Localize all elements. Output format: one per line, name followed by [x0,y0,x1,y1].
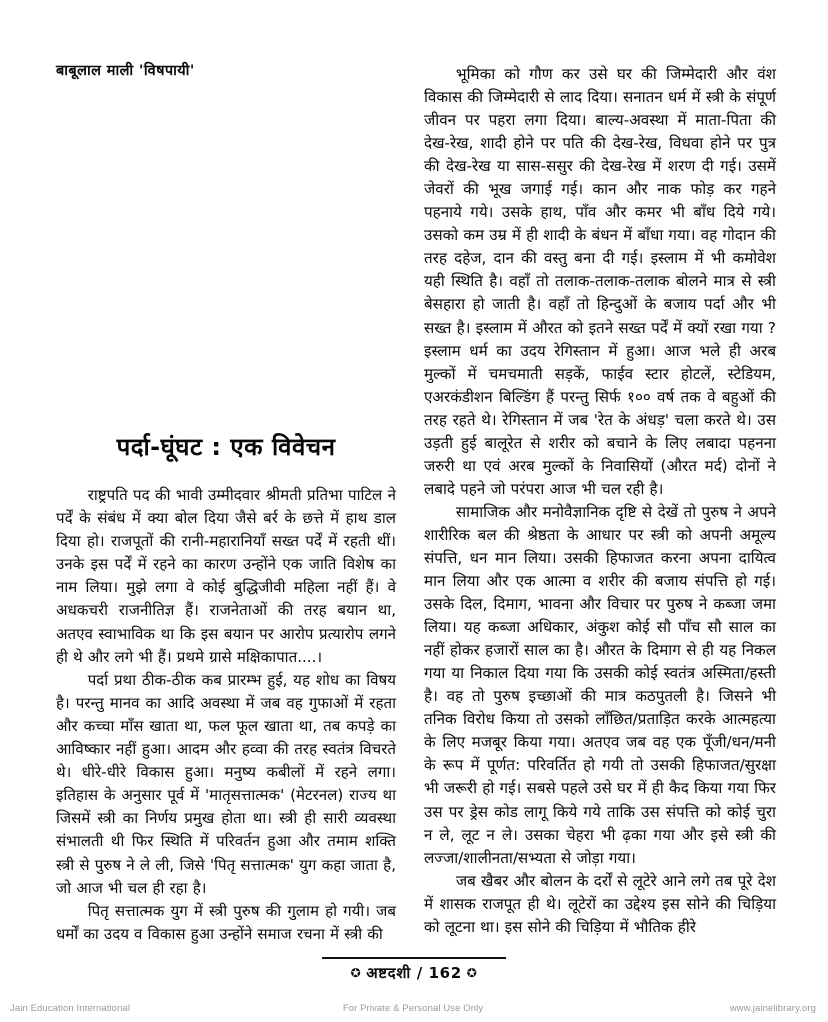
scan-organization: Jain Education International [10,1003,131,1014]
ornament-icon: ✪ [466,966,478,980]
book-title: अष्टदशी [366,964,411,982]
page-footer [0,957,828,983]
running-head-author: बाबूलाल माली 'विषपायी' [56,63,195,79]
scan-usage-notice: For Private & Personal Use Only [342,1003,484,1014]
paragraph: सामाजिक और मनोवैज्ञानिक दृष्टि से देखें तो पुरुष ने अपने शारीरिक बल की श्रेष्ठता के आधार पर स्त्री को अपनी अमूल्य संपत्ति, धन मान लिया। उसकी हिफाजत करना अपना दायित्व मान लिया और एक आत्मा व शरीर की बजाय संपत्ति हो गई। उसके दिल, दिमाग, भावना और विचार पर पुरुष ने कब्जा जमा लिया। यह कब्जा अधिकार, अंकुश कोई सौ पाँच सौ साल का नहीं होकर हजारों साल का है। औरत के दिमाग से ही यह निकल गया या निकाल दिया गया कि उसकी कोई स्वतंत्र अस्मिता/हस्ती है। वह तो पुरुष इच्छाओं की मात्र कठपुतली है। जिसने भी तनिक विरोध किया तो उसको लाँछित/प्रताड़ित करके आत्महत्या के लिए मजबूर किया गया। अतएव जब वह एक पूँजी/धन/मनी के रूप में पूर्णत: परिवर्तित हो गयी तो उसकी हिफाजत/सुरक्षा भी जरूरी हो गई। सबसे पहले उसे घर में ही कैद किया गया फिर उस पर ड्रेस कोड लागू किये गये ताकि उस संपत्ति को कोई चुरा न ले, लूट न ले। उसका चेहरा भी ढ़का गया और इसे स्त्री की लज्जा/शालीनता/सभ्यता से जोड़ा गया। [424,502,776,867]
scan-website-link[interactable]: www.jainelibrary.org [729,1003,816,1014]
paragraph: राष्ट्रपति पद की भावी उम्मीदवार श्रीमती प्रतिभा पाटिल ने पर्दें के संबंध में क्या बोल दिया जैसे बर्र के छत्ते में हाथ डाल दिया हो। राजपूतों की रानी-महारानियाँ सख्त पर्दें में रहती थीं। उनके इस पर्दें में रहने का कारण उन्होंने एक जाति विशेष का नाम लिया। मुझे लगा वे कोई बुद्धिजीवी महिला नहीं हैं। वे अधकचरी राजनीतिज्ञ हैं। राजनेताओं की तरह बयान था, अतएव स्वाभाविक था कि इस बयान पर आरोप प्रत्यारोप लगने ही थे और लगे भी हैं। प्रथमे ग्रासे मक्षिकापात....। [56,486,396,666]
folio-separator: / [416,964,423,982]
paragraph: भूमिका को गौण कर उसे घर की जिम्मेदारी और वंश विकास की जिम्मेदारी से लाद दिया। सनातन धर्म में स्त्री के संपूर्ण जीवन पर पहरा लगा दिया। बाल्य-अवस्था में माता-पिता की देख-रेख, शादी होने पर पति की देख-रेख, विधवा होने पर पुत्र की देख-रेख या सास-ससुर की देख-रेख में शरण दी गई। उसमें जेवरों की भूख जगाई गई। कान और नाक फोड़ कर गहने पहनाये गये। उसके हाथ, पाँव और कमर भी बाँध दिये गये। उसको कम उम्र में ही शादी के बंधन में बाँधा गया। वह गोदान की तरह दहेज, दान की वस्तु बना दी गई। इस्लाम में भी कमोवेश यही स्थिति है। वहाँ तो तलाक-तलाक-तलाक बोलने मात्र से स्त्री बेसहारा हो जाती है। वहाँ तो हिन्दुओं के बजाय पर्दा और भी सख्त है। इस्लाम में औरत को इतने सख्त पर्दें में क्यों रखा गया ? इस्लाम धर्म का उदय रेगिस्तान में हुआ। आज भले ही अरब मुल्कों में चमचमाती सड़कें, फाईव स्टार होटलें, स्टेडियम, एअरकंडीशन बिल्डिंग हैं परन्तु सिर्फ १०० वर्ष तक वे बहुओं की तरह रहते थे। रेगिस्तान में जब 'रेत के अंधड़' चला करते थे। उस उड़ती हुई बालूरेत से शरीर को बचाने के लिए लबादा पहनना जरुरी था एवं अरब मुल्कों के निवासियों (औरत मर्द) दोनों ने लबादे पहने जो परंपरा आज भी चल रही है। [424,65,776,498]
text-column-right [424,63,776,939]
article-title: पर्दा-घूंघट : एक विवेचन [116,433,336,461]
paragraph: जब खैबर और बोलन के दर्रों से लूटेरे आने लगे तब पूरे देश में शासक राजपूत ही थे। लूटेरों का उद्देश्य इस सोने की चिड़िया को लूटना था। इस सोने की चिड़िया में भौतिक हीरे [424,871,776,936]
footer-divider [322,957,506,959]
paragraph: पर्दा प्रथा ठीक-ठीक कब प्रारम्भ हुई, यह शोध का विषय है। परन्तु मानव का आदि अवस्था में जब वह गुफाओं में रहता और कच्चा माँस खाता था, फल फूल खाता था, तब कपड़े का आविष्कार नहीं हुआ। आदम और हव्वा की तरह स्वतंत्र विचरते थे। धीरे-धीरे विकास हुआ। मनुष्य कबीलों में रहने लगा। इतिहास के अनुसार पूर्व में 'मातृसत्तात्मक' (मेटरनल) राज्य था जिसमें स्त्री का निर्णय प्रमुख होता था। स्त्री ही सारी व्यवस्था संभालती थी फिर स्थिति में परिवर्तन हुआ और तमाम शक्ति स्त्री से पुरुष ने ले ली, जिसे 'पितृ सत्तात्मक' युग कहा जाता है, जो आज भी चल ही रहा है। [56,670,396,897]
paragraph: पितृ सत्तात्मक युग में स्त्री पुरुष की गुलाम हो गयी। जब धर्मों का उदय व विकास हुआ उन्होंने समाज रचना में स्त्री की [56,901,396,943]
text-column-left [56,432,396,946]
ornament-icon: ✪ [350,966,362,980]
scan-credit-bar [0,995,828,1022]
page-number: 162 [428,964,462,982]
folio-line [0,963,828,983]
